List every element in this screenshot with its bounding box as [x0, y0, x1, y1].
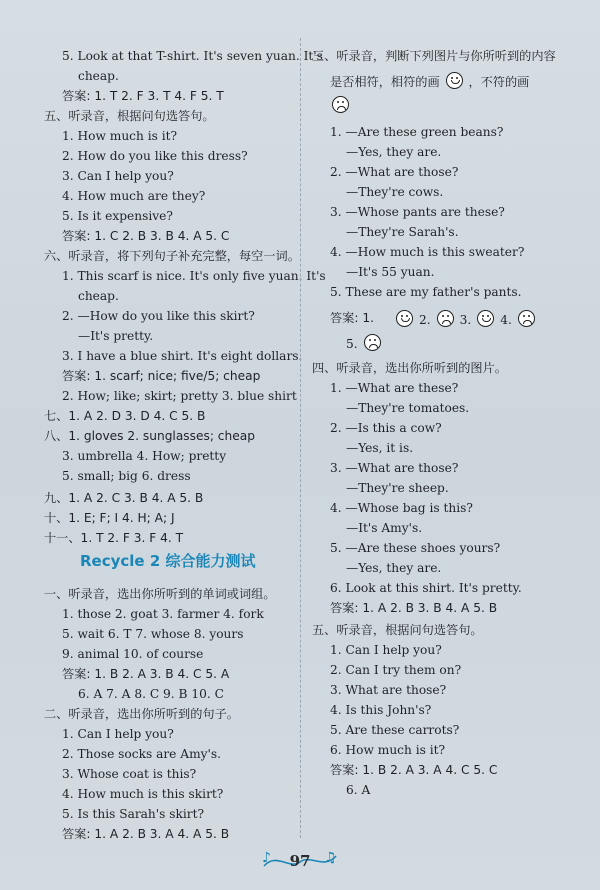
text-line: 3. umbrella 4. How; pretty	[62, 449, 227, 463]
text-line: 二、听录音，选出你所听到的句子。	[44, 707, 239, 721]
answer-faces-row	[394, 310, 537, 328]
text-line: —Yes, they are.	[346, 145, 442, 159]
text-line: 3. Can I help you?	[62, 169, 174, 183]
answer-label: 3.	[459, 313, 472, 327]
column-divider	[300, 38, 302, 838]
text-line: cheap.	[78, 69, 119, 83]
text-line: 6. A	[346, 783, 371, 797]
text-line: 答案: 1. B 2. A 3. B 4. C 5. A	[62, 667, 230, 681]
sad-face-icon	[518, 310, 535, 327]
text-line: 2. Those socks are Amy's.	[62, 747, 221, 761]
text-line: cheap.	[78, 289, 119, 303]
text-line: 4. Is this John's?	[330, 703, 432, 717]
text-line: —They're tomatoes.	[346, 401, 470, 415]
section-heading-3-sad	[330, 96, 351, 114]
page-number: 97	[289, 852, 311, 870]
text-line: 六、听录音，将下列句子补充完整，每空一词。	[44, 249, 300, 263]
text-line: 5. Is it expensive?	[62, 209, 173, 223]
answer-label: 4.	[500, 313, 512, 327]
sad-face-icon	[437, 310, 454, 327]
text-line: 1. How much is it?	[62, 129, 178, 143]
text-line: 6. How much is it?	[330, 743, 446, 757]
text-line: 十、1. E; F; I 4. H; A; J	[44, 511, 175, 525]
text-line: —They're sheep.	[346, 481, 449, 495]
text-line: —They're Sarah's.	[346, 225, 459, 239]
text-line: 九、1. A 2. C 3. B 4. A 5. B	[44, 491, 204, 505]
text-line: 3. —Whose pants are these?	[330, 205, 505, 219]
text-line: 十一、1. T 2. F 3. F 4. T	[44, 531, 184, 545]
text-line: 1. —What are these?	[330, 381, 459, 395]
text-line: 3. Whose coat is this?	[62, 767, 197, 781]
text-line: —It's 55 yuan.	[346, 265, 435, 279]
answer-label: 2.	[419, 313, 431, 327]
text-line: 5.	[346, 337, 358, 351]
section-title-recycle-2: Recycle 2 综合能力测试	[80, 552, 256, 570]
sad-face-icon	[332, 96, 349, 113]
text-line: 4. How much are they?	[62, 189, 206, 203]
music-note-icon: ♪	[262, 850, 271, 866]
section-heading-3-cont: 是否相符，相符的画 ，不符的画	[330, 72, 529, 90]
text-line: 5. Look at that T-shirt. It's seven yuan. It's	[62, 49, 323, 63]
text-line: —It's pretty.	[78, 329, 154, 343]
text-line: 四、听录音，选出你所听到的图片。	[312, 361, 507, 375]
text-line: 1. those 2. goat 3. farmer 4. fork	[62, 607, 264, 621]
text-line: 答案: 1. A 2. B 3. A 4. A 5. B	[62, 827, 230, 841]
text-line: 五、听录音，根据问句选答句。	[312, 623, 483, 637]
text-line: 1. This scarf is nice. It's only five yuan. It's	[62, 269, 326, 283]
text-line: 1. —Are these green beans?	[330, 125, 504, 139]
text-line: 答案: 1. scarf; nice; five/5; cheap	[62, 369, 261, 383]
text-line: 5. Is this Sarah's skirt?	[62, 807, 205, 821]
text-line: 4. —Whose bag is this?	[330, 501, 473, 515]
text-line: 3. I have a blue shirt. It's eight dollars.	[62, 349, 303, 363]
text-line: 八、1. gloves 2. sunglasses; cheap	[44, 429, 255, 443]
text-line: 3. —What are those?	[330, 461, 459, 475]
text-line: 1. Can I help you?	[62, 727, 174, 741]
text-line: 9. animal 10. of course	[62, 647, 204, 661]
text-line: 5. Are these carrots?	[330, 723, 460, 737]
text-line: 七、1. A 2. D 3. D 4. C 5. B	[44, 409, 206, 423]
text-line: 6. A 7. A 8. C 9. B 10. C	[78, 687, 224, 701]
section-heading-3: 三、听录音，判断下列图片与你所听到的内容	[312, 49, 556, 63]
sad-face-icon	[364, 334, 381, 351]
text-line: 5. wait 6. T 7. whose 8. yours	[62, 627, 244, 641]
text-line: —They're cows.	[346, 185, 444, 199]
text-line: 五、听录音，根据问句选答句。	[44, 109, 215, 123]
text-line: 答案: 1.	[330, 311, 374, 325]
text-line: 答案: 1. C 2. B 3. B 4. A 5. C	[62, 229, 230, 243]
text-line: 2. Can I try them on?	[330, 663, 462, 677]
music-note-icon: ♫	[324, 850, 337, 866]
text-line: 2. —Is this a cow?	[330, 421, 442, 435]
text-line: 2. How do you like this dress?	[62, 149, 248, 163]
text-line: 2. How; like; skirt; pretty 3. blue shirt	[62, 389, 297, 403]
text-line: —Yes, they are.	[346, 561, 442, 575]
text-line: 答案: 1. A 2. B 3. B 4. A 5. B	[330, 601, 498, 615]
text-line: 答案: 1. B 2. A 3. A 4. C 5. C	[330, 763, 498, 777]
text-line: 答案: 1. T 2. F 3. T 4. F 5. T	[62, 89, 224, 103]
smiley-face-icon	[396, 310, 413, 327]
text-line: 2. —How do you like this skirt?	[62, 309, 255, 323]
text-line: 4. —How much is this sweater?	[330, 245, 525, 259]
text-line: 6. Look at this shirt. It's pretty.	[330, 581, 522, 595]
text-line: 5. small; big 6. dress	[62, 469, 191, 483]
text-line: 5. These are my father's pants.	[330, 285, 522, 299]
text-line: 1. Can I help you?	[330, 643, 442, 657]
text-line: 3. What are those?	[330, 683, 447, 697]
text-line: 5. —Are these shoes yours?	[330, 541, 501, 555]
text-line: —Yes, it is.	[346, 441, 414, 455]
text-line: 4. How much is this skirt?	[62, 787, 224, 801]
smiley-face-icon	[446, 72, 463, 89]
text-line: 一、听录音，选出你所听到的单词或词组。	[44, 587, 276, 601]
smiley-face-icon	[477, 310, 494, 327]
text-line: 2. —What are those?	[330, 165, 459, 179]
text-line: —It's Amy's.	[346, 521, 423, 535]
